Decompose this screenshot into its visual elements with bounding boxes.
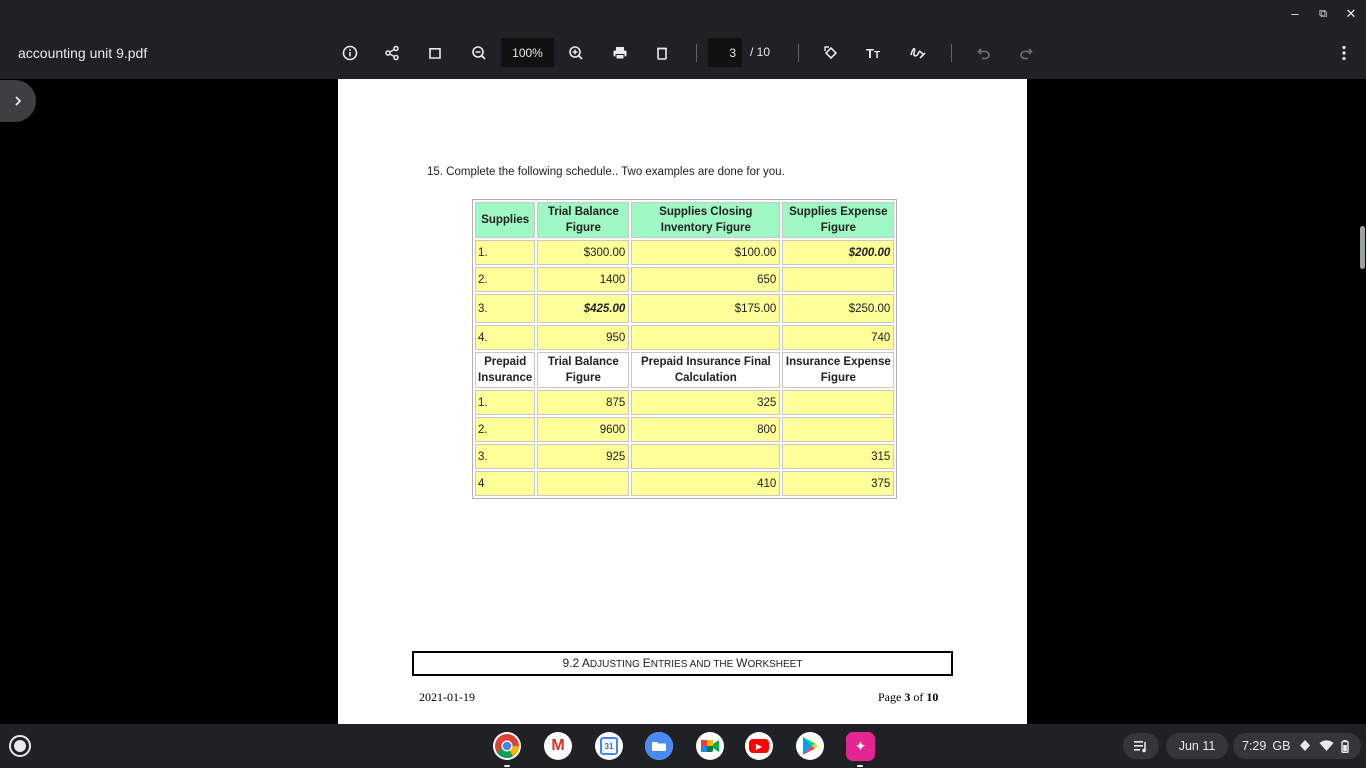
wifi-icon: [1319, 740, 1334, 752]
table-cell: 375: [782, 471, 894, 496]
section-title-part: NTRIES AND THE: [650, 659, 737, 670]
more-options-icon[interactable]: [1333, 42, 1355, 64]
table-cell: $425.00: [537, 294, 629, 323]
table-cell: [631, 325, 780, 350]
table-cell: $100.00: [631, 240, 780, 265]
youtube-app-icon[interactable]: [745, 732, 773, 760]
calendar-app-icon[interactable]: [595, 732, 623, 760]
header-cell: Prepaid Insurance: [475, 352, 535, 388]
header-cell: Prepaid Insurance Final Calculation: [631, 352, 780, 388]
section-title-part: ORKSHEET: [747, 659, 803, 670]
section-number: 9.2: [562, 656, 582, 670]
print-icon[interactable]: [609, 42, 631, 64]
table-row: [475, 325, 894, 350]
section-title-part: DJUSTING: [589, 659, 643, 670]
page-number-input[interactable]: 3: [708, 38, 742, 67]
window-titlebar: [0, 0, 1366, 28]
supplies-header-row: [475, 202, 894, 238]
redo-icon[interactable]: [1015, 42, 1037, 64]
clock: 7:29: [1242, 739, 1267, 753]
table-cell: 9600: [537, 417, 629, 442]
running-indicator: [504, 765, 510, 767]
table-cell: [631, 444, 780, 469]
schedule-table: [472, 199, 897, 499]
header-cell: Supplies: [475, 202, 535, 238]
zoom-in-icon[interactable]: [565, 42, 587, 64]
table-cell: 925: [537, 444, 629, 469]
table-cell: [782, 390, 894, 415]
table-cell: 650: [631, 267, 780, 292]
battery-icon: [1341, 740, 1349, 753]
page-total: / 10: [750, 45, 771, 59]
table-row: [475, 240, 894, 265]
header-cell: Supplies Closing Inventory Figure: [631, 202, 780, 238]
sidebar-toggle-button[interactable]: [0, 80, 36, 122]
delete-icon[interactable]: [651, 42, 673, 64]
zoom-level-field[interactable]: 100%: [501, 38, 554, 67]
pdf-page: [338, 79, 1027, 724]
table-cell: 950: [537, 325, 629, 350]
header-cell: Supplies Expense Figure: [782, 202, 894, 238]
insurance-header-row: [475, 352, 894, 388]
section-title-cap: A: [581, 656, 590, 670]
table-row: [475, 444, 894, 469]
row-index: 3.: [475, 444, 535, 469]
table-row: [475, 267, 894, 292]
table-cell: 740: [782, 325, 894, 350]
header-cell: Trial Balance Figure: [537, 202, 629, 238]
table-cell: 875: [537, 390, 629, 415]
footer-page-current: 3: [904, 690, 911, 704]
draw-icon[interactable]: [907, 42, 929, 64]
table-cell: $300.00: [537, 240, 629, 265]
row-index: 4.: [475, 325, 535, 350]
row-index: 1.: [475, 240, 535, 265]
toolbar-divider: [951, 44, 952, 62]
section-title-cap: E: [642, 656, 651, 670]
notification-diamond-icon: [1299, 739, 1311, 753]
section-title-cap: W: [736, 656, 748, 670]
youtube-play-glyph: ▶: [749, 739, 769, 753]
media-controls-button[interactable]: [1123, 733, 1159, 759]
footer-page-prefix: Page: [878, 690, 905, 704]
table-row: [475, 294, 894, 323]
date-tray[interactable]: Jun 11: [1166, 733, 1228, 759]
document-title: accounting unit 9.pdf: [18, 45, 148, 61]
table-cell: 800: [631, 417, 780, 442]
table-cell: 1400: [537, 267, 629, 292]
footer-page-number: [878, 690, 938, 705]
row-index: 2.: [475, 417, 535, 442]
play-store-app-icon[interactable]: [796, 732, 824, 760]
table-row: [475, 471, 894, 496]
files-app-icon[interactable]: [645, 732, 673, 760]
restore-button[interactable]: ⧉: [1319, 8, 1327, 20]
playlist-icon: [1133, 739, 1149, 753]
text-size-icon[interactable]: [864, 42, 886, 64]
shelf: [0, 724, 1366, 768]
header-cell: Trial Balance Figure: [537, 352, 629, 388]
footer-page-total: 10: [926, 690, 939, 704]
svg-text:T: T: [874, 50, 881, 61]
status-tray[interactable]: [1233, 733, 1361, 759]
toolbar-divider: [798, 44, 799, 62]
footer-page-of: of: [910, 690, 927, 704]
info-icon[interactable]: [339, 42, 361, 64]
close-button[interactable]: ✕: [1345, 6, 1357, 21]
input-locale: GB: [1272, 739, 1291, 753]
rotate-icon[interactable]: [820, 42, 842, 64]
header-cell: Insurance Expense Figure: [782, 352, 894, 388]
footer-date: 2021-01-19: [419, 690, 475, 704]
question-text: 15. Complete the following schedule.. Two examples are done for you.: [427, 166, 785, 178]
table-cell: 410: [631, 471, 780, 496]
meet-app-icon[interactable]: [696, 732, 724, 760]
minimize-button[interactable]: –: [1291, 6, 1299, 21]
section-footer: [412, 651, 953, 676]
share-icon[interactable]: [381, 42, 403, 64]
undo-icon[interactable]: [973, 42, 995, 64]
table-cell: 315: [782, 444, 894, 469]
table-cell: [537, 471, 629, 496]
row-index: 4: [475, 471, 535, 496]
table-cell: [782, 267, 894, 292]
launcher-button[interactable]: [9, 735, 31, 757]
toolbar-divider: [696, 44, 697, 62]
table-cell: $200.00: [782, 240, 894, 265]
table-row: [475, 390, 894, 415]
row-index: 2.: [475, 267, 535, 292]
pdf-toolbar: [0, 28, 1366, 79]
chrome-app-icon[interactable]: [493, 732, 521, 760]
table-cell: [782, 417, 894, 442]
canvas-app-icon[interactable]: ✦: [846, 732, 875, 761]
running-indicator: [857, 765, 863, 767]
table-cell: $175.00: [631, 294, 780, 323]
calendar-date-label: 31: [600, 737, 618, 755]
table-cell: 325: [631, 390, 780, 415]
row-index: 1.: [475, 390, 535, 415]
row-index: 3.: [475, 294, 535, 323]
scrollbar-thumb[interactable]: [1360, 226, 1365, 269]
svg-text:T: T: [866, 46, 874, 61]
zoom-out-icon[interactable]: [468, 42, 490, 64]
chevron-right-icon: [13, 95, 23, 107]
table-cell: $250.00: [782, 294, 894, 323]
table-row: [475, 417, 894, 442]
crop-icon[interactable]: [424, 42, 446, 64]
gmail-app-icon[interactable]: M: [544, 732, 572, 760]
